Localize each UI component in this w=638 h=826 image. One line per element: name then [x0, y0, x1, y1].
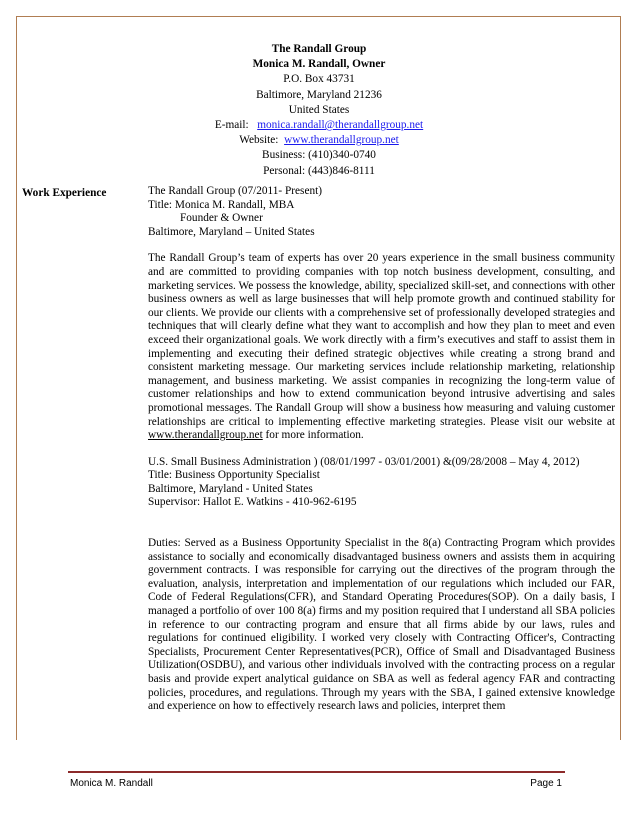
- email-label: E-mail:: [214, 119, 249, 132]
- website-line: [0, 133, 638, 148]
- country: United States: [288, 103, 350, 116]
- job2-title: Title: Business Opportunity Specialist: [148, 469, 320, 482]
- letterhead: [0, 42, 638, 179]
- owner-name: Monica M. Randall, Owner: [252, 58, 386, 71]
- job2-location: Baltimore, Maryland - United States: [148, 482, 313, 495]
- company-name: The Randall Group: [271, 43, 367, 55]
- footer-page-number: Page 1: [530, 778, 562, 789]
- job2-duties: Duties: Served as a Business Opportunity Specialist in the 8(a) Contracting Program which provides assistance to socially and economically disadvantaged business owners and assists them in acquiring government contracts. I was responsible for carrying out the directives of the program through the evaluation, analysis, interpretation and implementation of our regulations which included our FAR, Code of Federal Regulations(CFR), and Standard Operating Procedures(SOP). On a daily basis, I managed a portfolio of over 100 8(a) firms and my position required that I understand all SBA policies in reference to our contracting program and ensure that all firms abide by our laws, rules and regulations for continued eligibility. I worked very closely with Contracting Officer's, Contracting Specialists, Procurement Center Representatives(PCR), Office of Small and Disadvantaged Business Utilization(OSDBU), and various other individuals involved with the contracting process on a regular basis and provide expert analytical guidance on SBA as well as federal agency FAR and contracting policies, procedures, and regulations. Through my years with the SBA, I gained extensive knowledge and experience on how to effectively research laws and policies, interpret them: [148, 537, 615, 713]
- job2-supervisor: Supervisor: Hallot E. Watkins - 410-962-6195: [148, 496, 357, 509]
- job1-description: [148, 252, 615, 442]
- personal-phone: Personal: (443)846-8111: [263, 164, 375, 177]
- website-link[interactable]: www.therandallgroup.net: [284, 134, 399, 147]
- po-box: P.O. Box 43731: [283, 73, 355, 86]
- email-link[interactable]: monica.randall@therandallgroup.net: [257, 119, 424, 132]
- job1-employer: The Randall Group (07/2011- Present): [148, 185, 323, 197]
- email-line: [0, 118, 638, 133]
- footer-name: Monica M. Randall: [70, 778, 153, 789]
- footer-rule: [68, 771, 565, 773]
- job2-employer: U.S. Small Business Administration ) (08/01/1997 - 03/01/2001) &(09/28/2008 – May 4, 2012): [148, 455, 580, 468]
- job1-description-text: The Randall Group’s team of experts has over 20 years experience in the small business community and are committed to providing companies with top notch business development, consulting, and marketing services. We possess the knowledge, ability, specialized skill-set, and connections with other business owners as well as large businesses that will help promote growth and continued stability for our clients. We provide our clients with a comprehensive set of professionally developed strategies and techniques that will clearly define what they want to accomplish and how they plan to meet and even exceed their organizational goals. We work directly with a firm’s executives and staff to assist them in implementing and executing their defined strategic objectives while creating a strong brand and consistent marketing message. Our marketing services include relationship marketing, relationship management, and business marketing. We assist companies in recognizing the long-term value of customer relationships and how to extend communication beyond intrusive advertising and sales promotional messages. The Randall Group will show a business how measuring and valuing customer relationships are critical to implementing effective marketing strategies. Please visit our website at: [148, 252, 615, 428]
- job1-description-tail: for more information.: [265, 429, 364, 442]
- business-phone: Business: (410)340-0740: [262, 149, 376, 162]
- job1-title: Title: Monica M. Randall, MBA: [148, 198, 295, 211]
- job1-description-link[interactable]: www.therandallgroup.net: [148, 429, 263, 442]
- website-label: Website:: [239, 134, 279, 147]
- section-label-work-experience: Work Experience: [22, 187, 107, 199]
- city-state: Baltimore, Maryland 21236: [256, 88, 382, 101]
- job1-location: Baltimore, Maryland – United States: [148, 225, 315, 238]
- job1-title-role: Founder & Owner: [180, 212, 263, 225]
- work-experience-content: [148, 185, 615, 714]
